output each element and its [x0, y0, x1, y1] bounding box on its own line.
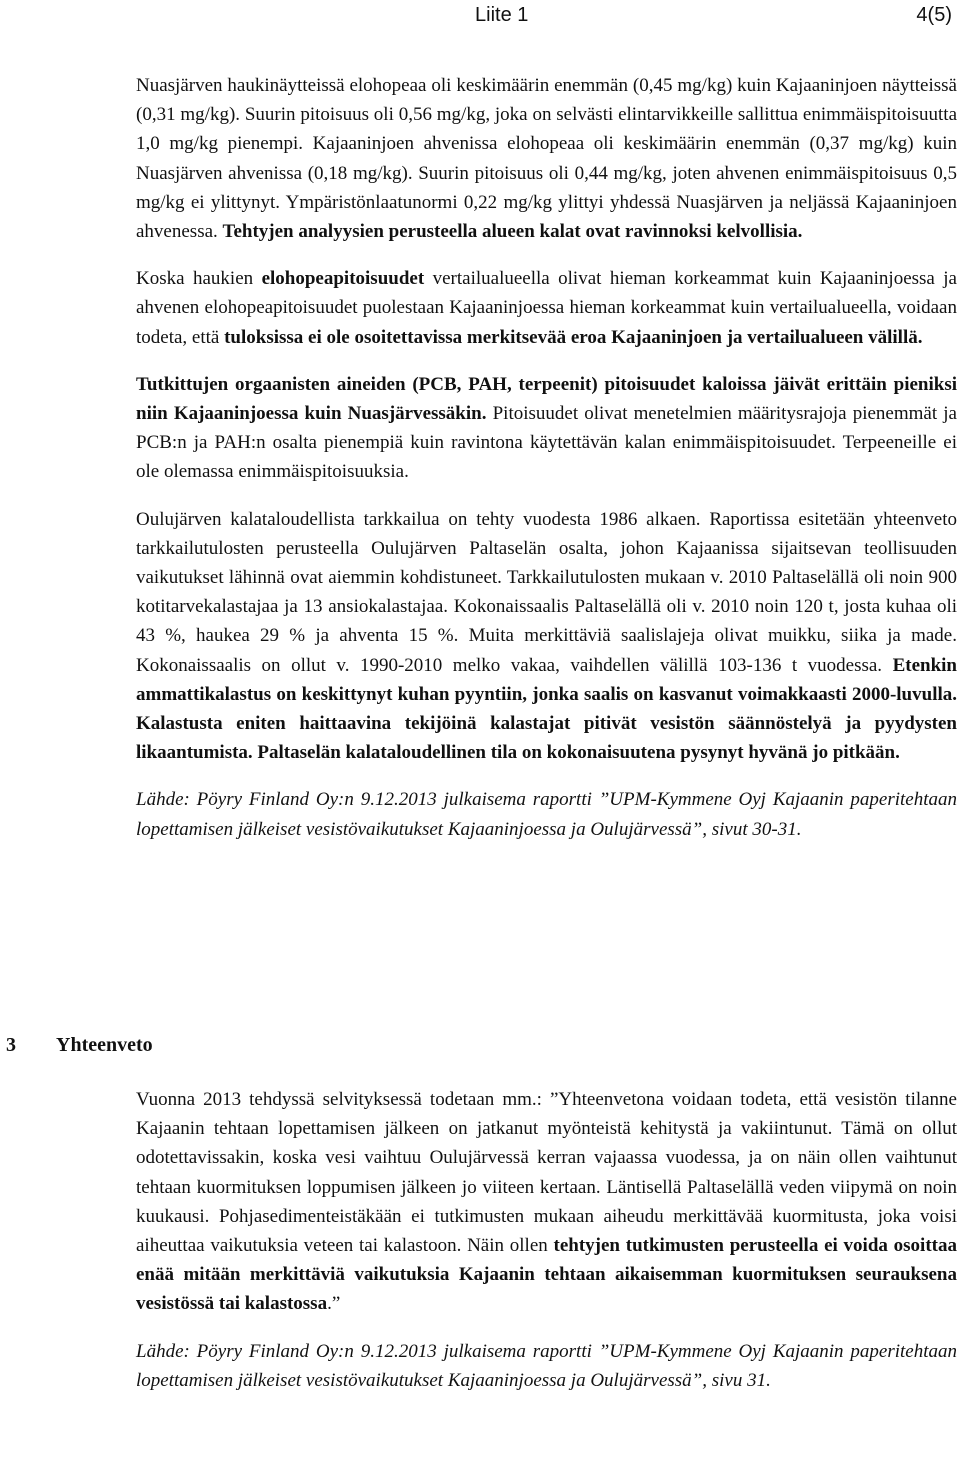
section-title: Yhteenveto — [56, 1034, 153, 1056]
appendix-label: Liite 1 — [475, 4, 529, 26]
paragraph-text: Pitoisuudet olivat menetelmien määritysrajoja pienemmät ja PCB:n ja PAH:n osalta pienempiä kuin ravintona käytettävän kalan enimmäispitoisuudet. Terpeeneille ei ole olemassa enimmäispitoisuuksia. — [136, 403, 957, 483]
source-citation-2: Lähde: Pöyry Finland Oy:n 9.12.2013 julkaisema raportti ”UPM-Kymmene Oyj Kajaanin paperitehtaan lopettamisen jälkeiset vesistövaikutukset Kajaaninjoessa ja Oulujärvessä”, sivu 31. — [136, 1340, 957, 1391]
bold-conclusion: Tehtyjen analyysien perusteella alueen kalat ovat ravinnoksi kelvollisia. — [222, 221, 803, 243]
bold-term: elohopeapitoisuudet — [261, 268, 425, 290]
paragraph-fisheries-monitoring — [136, 505, 957, 768]
paragraph-text: vertailualueella olivat hieman korkeammat kuin Kajaaninjoessa ja ahvenen elohopeapitoisuudet puolestaan Kajaaninjoessa hieman korkeammat kuin vertailualueella, voidaan todeta, että — [136, 268, 957, 348]
page-number: 4(5) — [916, 4, 952, 26]
paragraph-text: Vuonna 2013 tehdyssä selvityksessä todetaan mm.: ”Yhteenvetona voidaan todeta, että vesistön tilanne Kajaanin tehtaan lopettamisen jälkeen on jatkanut myönteistä kehitystä ja vakiintunut. Tämä on ollut odotettavissakin, koska vesi vaihtuu Oulujärvessä kerran vajaassa vuodessa, ja on näin ollen vaihtunut tehtaan kuormituksen loppumisen jälkeen jo viiteen kertaan. Läntisellä Paltaselällä veden viipymä on noin kuukausi. Pohjasedimenteistäkään ei tutkimusten mukaan aiheudu merkittävää kuormitusta, joka voisi aiheuttaa vaikutuksia veteen tai kalastoon. Näin ollen — [136, 1089, 957, 1257]
bold-conclusion: tehtyjen tutkimusten perusteella ei voida osoittaa enää mitään merkittäviä vaikutuksia Kajaanin tehtaan aikaisemman kuormituksen seurauksena vesistössä tai kalastossa — [136, 1235, 957, 1315]
paragraph-comparison — [136, 264, 957, 352]
bold-conclusion: Etenkin ammattikalastus on keskittynyt kuhan pyyntiin, jonka saalis on kasvanut voimakkaasti 2000-luvulla. Kalastusta eniten haittaavina tekijöinä kalastajat pitivät vesistön säännöstelyä ja pyydysten likaantumista. Paltaselän kalataloudellinen tila on kokonaisuutena pysynyt hyvänä jo pitkään. — [136, 654, 957, 764]
text-block-1 — [136, 71, 957, 844]
paragraph-summary-2013 — [136, 1085, 957, 1319]
paragraph-text: Nuasjärven haukinäytteissä elohopeaa oli keskimäärin enemmän (0,45 mg/kg) kuin Kajaaninjoen näytteissä (0,31 mg/kg). Suurin pitoisuus oli 0,56 mg/kg, joka on selvästi elintarvikkeille sallittua enimmäispitoisuutta 1,0 mg/kg pienempi. Kajaaninjoen ahvenissa elohopeaa oli keskimäärin enemmän (0,37 mg/kg) kuin Nuasjärven ahvenissa (0,18 mg/kg). Suurin pitoisuus oli 0,44 mg/kg, joten ahvenen enimmäispitoisuus 0,5 mg/kg ei ylittynyt. Ympäristönlaatunormi 0,22 mg/kg ylittyi yhdessä Nuasjärven ja neljässä Kajaaninjoen ahvenessa. — [136, 75, 957, 243]
page-header — [0, 0, 960, 40]
paragraph-text: Oulujärven kalataloudellista tarkkailua on tehty vuodesta 1986 alkaen. Raportissa esitetään yhteenveto tarkkailutulosten perusteella Oulujärven Paltaselän osalta, johon Kajaanissa sijaitsevan teollisuuden vaikutukset lähinnä ovat aiemmin kohdistuneet. Tarkkailutulosten mukaan v. 2010 Paltaselällä oli noin 900 kotitarvekalastajaa ja 13 ansiokalastajaa. Kokonaissaalis Paltaselällä oli v. 2010 noin 120 t, josta kuhaa oli 43 %, haukea 29 % ja ahventa 15 %. Muita merkittäviä saalislajeja olivat muikku, siika ja made. Kokonaissaalis on ollut v. 1990-2010 melko vakaa, vaihdellen välillä 103-136 t vuodessa. — [136, 508, 957, 676]
paragraph-text: .” — [327, 1293, 341, 1315]
paragraph-organic-compounds — [136, 370, 957, 487]
section-heading — [6, 1034, 153, 1057]
source-citation-1: Lähde: Pöyry Finland Oy:n 9.12.2013 julkaisema raportti ”UPM-Kymmene Oyj Kajaanin paperitehtaan lopettamisen jälkeiset vesistövaikutukset Kajaaninjoessa ja Oulujärvessä”, sivut 30-31. — [136, 789, 957, 840]
bold-conclusion: tuloksissa ei ole osoitettavissa merkitsevää eroa Kajaaninjoen ja vertailualueen välillä. — [224, 326, 923, 348]
section-number: 3 — [6, 1034, 16, 1056]
bold-conclusion: Tutkittujen orgaanisten aineiden (PCB, PAH, terpeenit) pitoisuudet kaloissa jäivät erittäin pieniksi niin Kajaaninjoessa kuin Nuasjärvessäkin. — [136, 373, 957, 425]
text-block-2 — [136, 1085, 957, 1395]
paragraph-mercury-results — [136, 71, 957, 246]
paragraph-text: Koska haukien — [136, 268, 262, 290]
